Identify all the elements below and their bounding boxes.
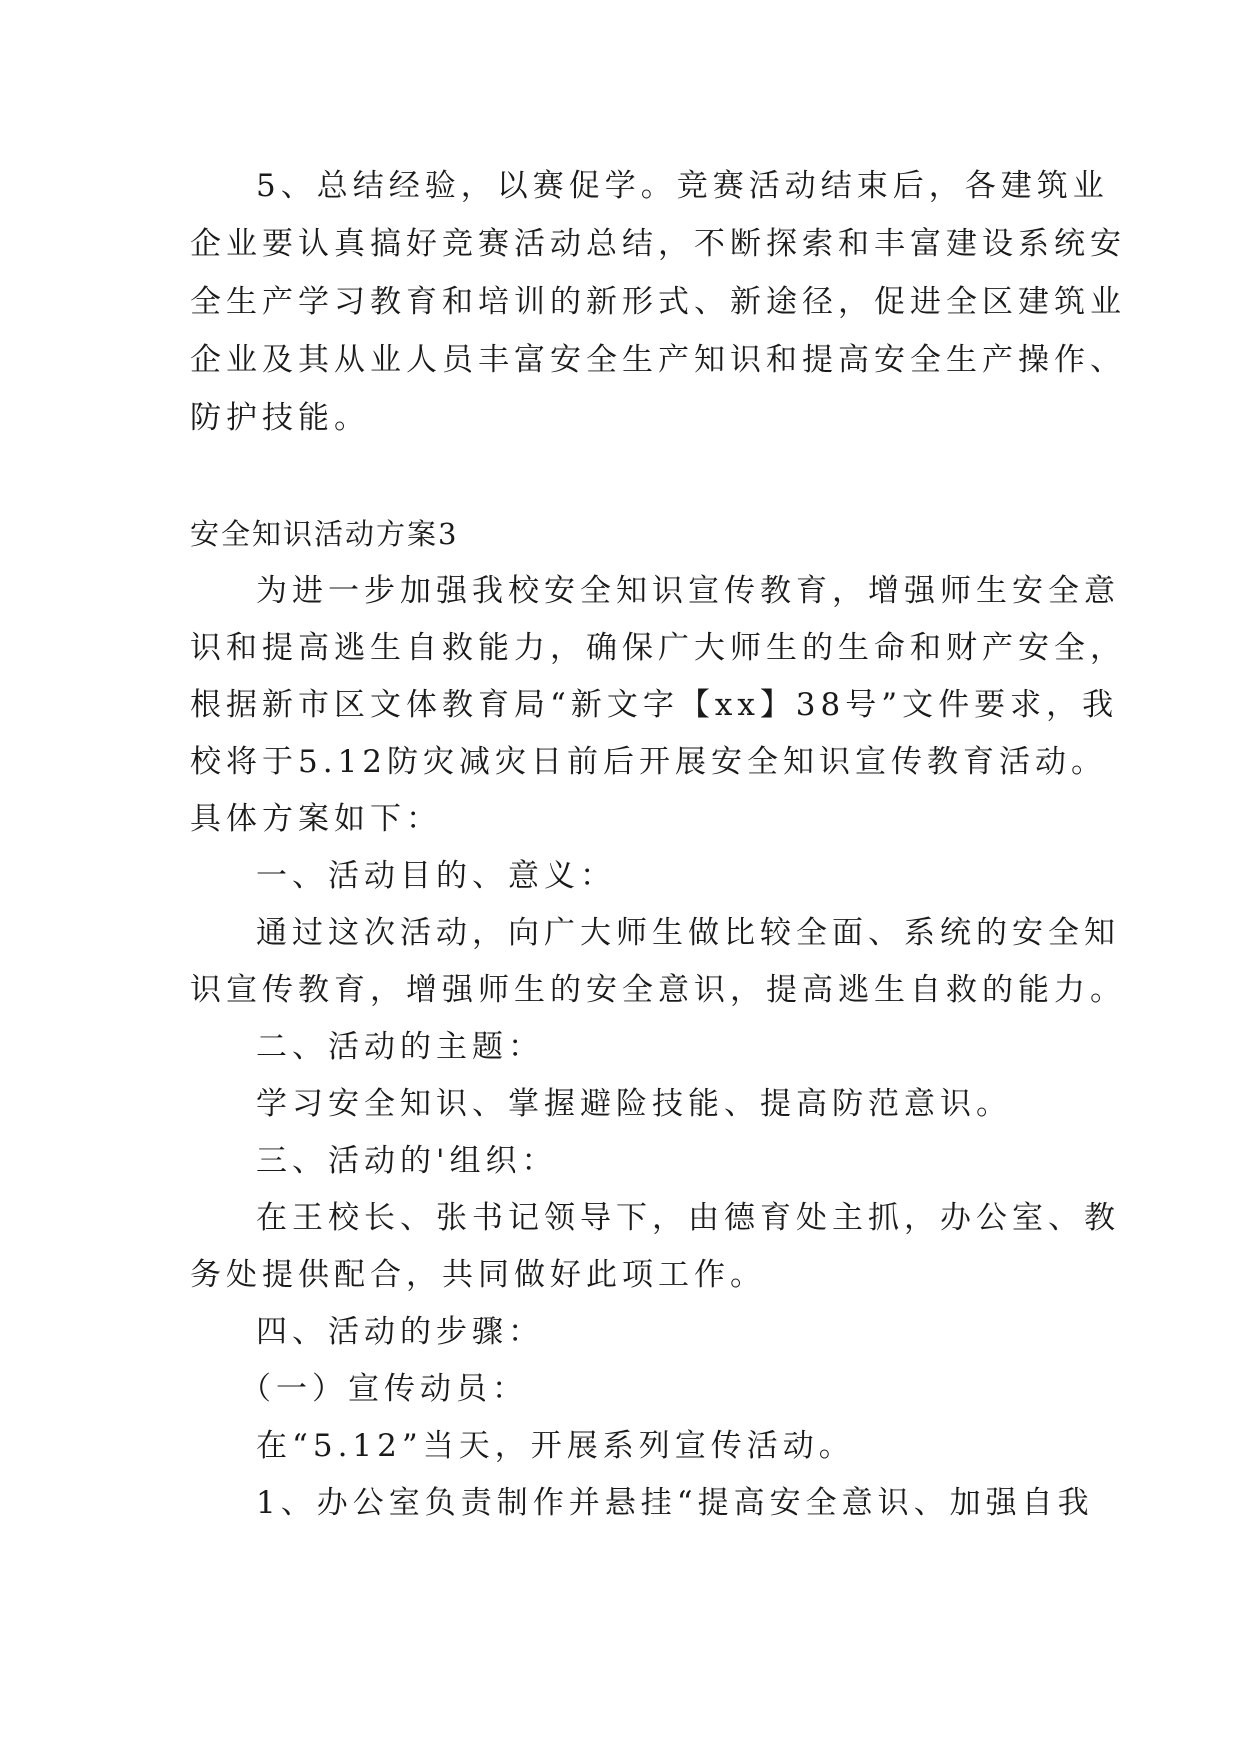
text-line: 学习安全知识、掌握避险技能、提高防范意识。 [256,1086,1012,1122]
text-line: 在王校长、张书记领导下，由德育处主抓，办公室、教 [256,1200,1120,1236]
text-line: 1、办公室负责制作并悬挂“提高安全意识、加强自我 [256,1485,1094,1521]
section-body [190,573,1126,1545]
text-line: 务处提供配合，共同做好此项工作。 [190,1257,766,1293]
list-heading: 二、活动的主题： [256,1029,544,1065]
list-heading: 一、活动目的、意义： [256,858,616,894]
text-line: 企业及其从业人员丰富安全生产知识和提高安全生产操作、 [190,342,1126,378]
list-heading: 三、活动的'组织： [256,1143,558,1179]
text-line: 全生产学习教育和培训的新形式、新途径，促进全区建筑业 [190,284,1126,320]
text-line: 防护技能。 [190,400,370,436]
section-heading: 安全知识活动方案3 [190,517,459,551]
text-line: 5、总结经验，以赛促学。竞赛活动结束后，各建筑业 [256,168,1109,204]
text-line: 识和提高逃生自救能力，确保广大师生的生命和财产安全， [190,630,1126,666]
text-line: 为进一步加强我校安全知识宣传教育，增强师生安全意 [256,573,1120,609]
text-line: 企业要认真搞好竞赛活动总结，不断探索和丰富建设系统安 [190,226,1126,262]
text-line: 具体方案如下： [190,801,442,837]
list-heading: 四、活动的步骤： [256,1314,544,1350]
list-subheading: （一）宣传动员： [240,1371,528,1407]
text-line: 校将于5.12防灾减灾日前后开展安全知识宣传教育活动。 [190,744,1108,780]
text-line: 识宣传教育，增强师生的安全意识，提高逃生自救的能力。 [190,972,1126,1008]
text-line: 在“5.12”当天，开展系列宣传活动。 [256,1428,855,1464]
paragraph-summary [190,168,1126,461]
text-line: 根据新市区文体教育局“新文字【xx】38号”文件要求，我 [190,687,1119,723]
text-line: 通过这次活动，向广大师生做比较全面、系统的安全知 [256,915,1120,951]
